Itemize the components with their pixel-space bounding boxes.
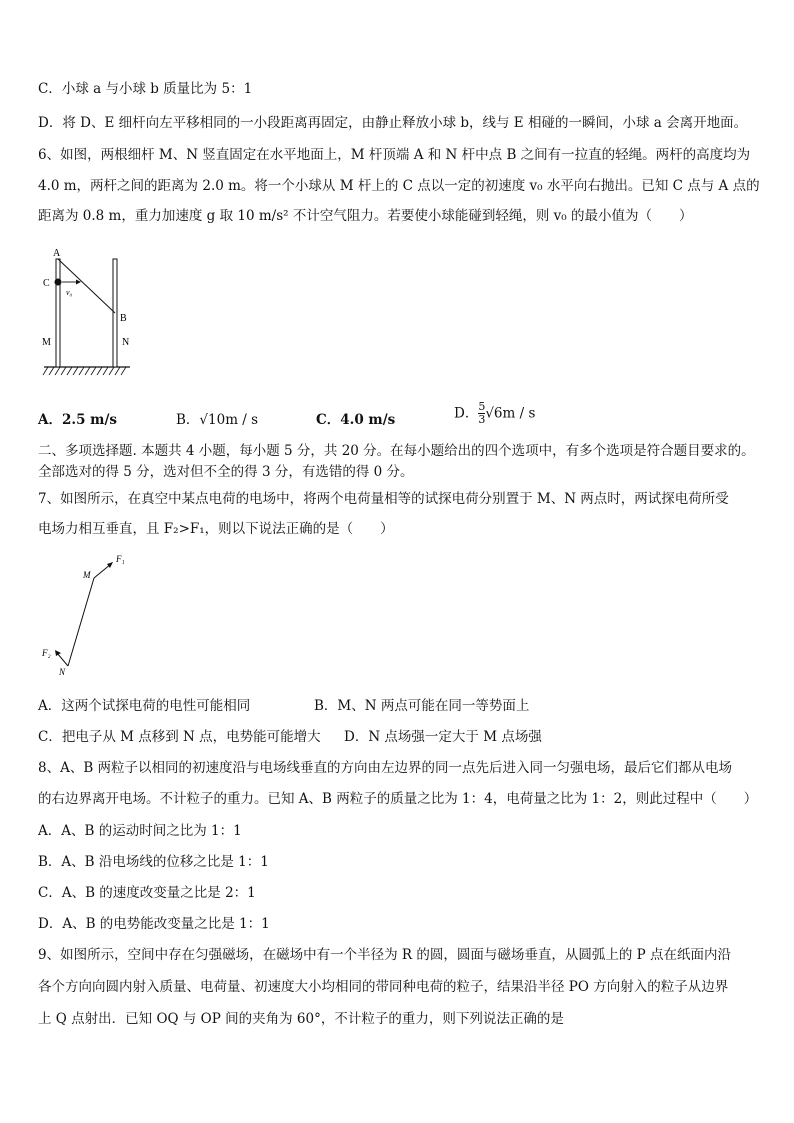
q8-option-a: A．A、B 的运动时间之比为 1：1: [38, 823, 242, 839]
q8-option-c: C．A、B 的速度改变量之比是 2：1: [38, 885, 256, 901]
q6-option-d-rest: √6m / s: [485, 405, 536, 422]
q5-option-c: C．小球 a 与小球 b 质量比为 5：1: [38, 81, 253, 97]
q6-stem-line2: 4.0 m，两杆之间的距离为 2.0 m。将一个小球从 M 杆上的 C 点以一定的初速度 v₀ 水平向右抛出。已知 C 点与 A 点的: [38, 178, 760, 194]
q8-stem-line1: 8、A、B 两粒子以相同的初速度沿与电场线垂直的方向由左边界的同一点先后进入同一匀强电场，最后它们都从电场: [38, 760, 733, 776]
q7-stem-line2: 电场力相互垂直，且 F₂>F₁，则以下说法正确的是（ ）: [38, 521, 394, 537]
q6-option-d-prefix: D．: [454, 405, 479, 422]
q6-option-d-numerator: 5: [478, 400, 486, 413]
q6-option-a: A．2.5 m/s: [38, 412, 117, 428]
q7-option-c: C．把电子从 M 点移到 N 点，电势能可能增大: [38, 729, 321, 745]
q6-option-d: [454, 401, 535, 426]
q9-stem-line1: 9、如图所示，空间中存在匀强磁场，在磁场中有一个半径为 R 的圆，圆面与磁场垂直，从圆弧上的 P 点在纸面内沿: [38, 947, 732, 963]
q8-stem-line2: 的右边界离开电场。不计粒子的重力。已知 A、B 两粒子的质量之比为 1：4，电荷量之比为 1：2，则此过程中（ ）: [38, 791, 758, 807]
q6-label-n: N: [122, 337, 130, 348]
q7-stem-line1: 7、如图所示，在真空中某点电荷的电场中，将两个电荷量相等的试探电荷分别置于 M、N 两点时，两试探电荷所受: [38, 491, 729, 507]
q7-label-f2: F₂: [42, 648, 51, 658]
q5-option-d: D．将 D、E 细杆向左平移相同的一小段距离再固定，由静止释放小球 b，线与 E 相碰的一瞬间，小球 a 会离开地面。: [38, 115, 748, 131]
q6-option-c: C．4.0 m/s: [316, 412, 396, 428]
section2-instruction-line2: 全部选对的得 5 分，选对但不全的得 3 分，有选错的得 0 分。: [38, 464, 414, 480]
q6-label-a: A: [53, 248, 61, 259]
q6-stem-line3: 距离为 0.8 m，重力加速度 g 取 10 m/s² 不计空气阻力。若要使小球能碰到轻绳，则 v₀ 的最小值为（ ）: [38, 208, 693, 224]
q7-option-d: D．N 点场强一定大于 M 点场强: [344, 729, 542, 745]
q8-option-d: D．A、B 的电势能改变量之比是 1：1: [38, 916, 270, 932]
q6-label-m: M: [42, 337, 51, 348]
q6-label-b: B: [120, 313, 127, 324]
q7-option-a: A．这两个试探电荷的电性可能相同: [38, 698, 251, 714]
q6-option-b-value: √10m / s: [199, 412, 259, 428]
q6-option-b-prefix: B．: [176, 412, 200, 428]
q7-label-m: M: [83, 570, 91, 580]
q7-label-f1: F₁: [116, 554, 125, 564]
q7-label-n: N: [59, 667, 66, 677]
q7-option-b: B．M、N 两点可能在同一等势面上: [314, 698, 530, 714]
q6-option-d-denominator: 3: [478, 413, 486, 426]
q9-stem-line3: 上 Q 点射出．已知 OQ 与 OP 间的夹角为 60°，不计粒子的重力，则下列说法正确的是: [38, 1011, 564, 1027]
q6-label-v0: v₀: [66, 288, 73, 297]
q6-label-c: C: [43, 278, 50, 289]
section2-instruction-line1: 二、多项选择题. 本题共 4 小题，每小题 5 分，共 20 分。在每小题给出的四个选项中，有多个选项是符合题目要求的。: [38, 443, 755, 459]
q6-stem-line1: 6、如图，两根细杆 M、N 竖直固定在水平地面上，M 杆顶端 A 和 N 杆中点 B 之间有一拉直的轻绳。两杆的高度均为: [38, 147, 751, 163]
q6-option-b: [176, 411, 258, 429]
q8-option-b: B．A、B 沿电场线的位移之比是 1：1: [38, 854, 269, 870]
q7-figure-forces: [38, 550, 148, 680]
q6-figure-poles: [38, 245, 138, 380]
q9-stem-line2: 各个方向向圆内射入质量、电荷量、初速度大小均相同的带同种电荷的粒子，结果沿半径 PO 方向射入的粒子从边界: [38, 979, 729, 995]
